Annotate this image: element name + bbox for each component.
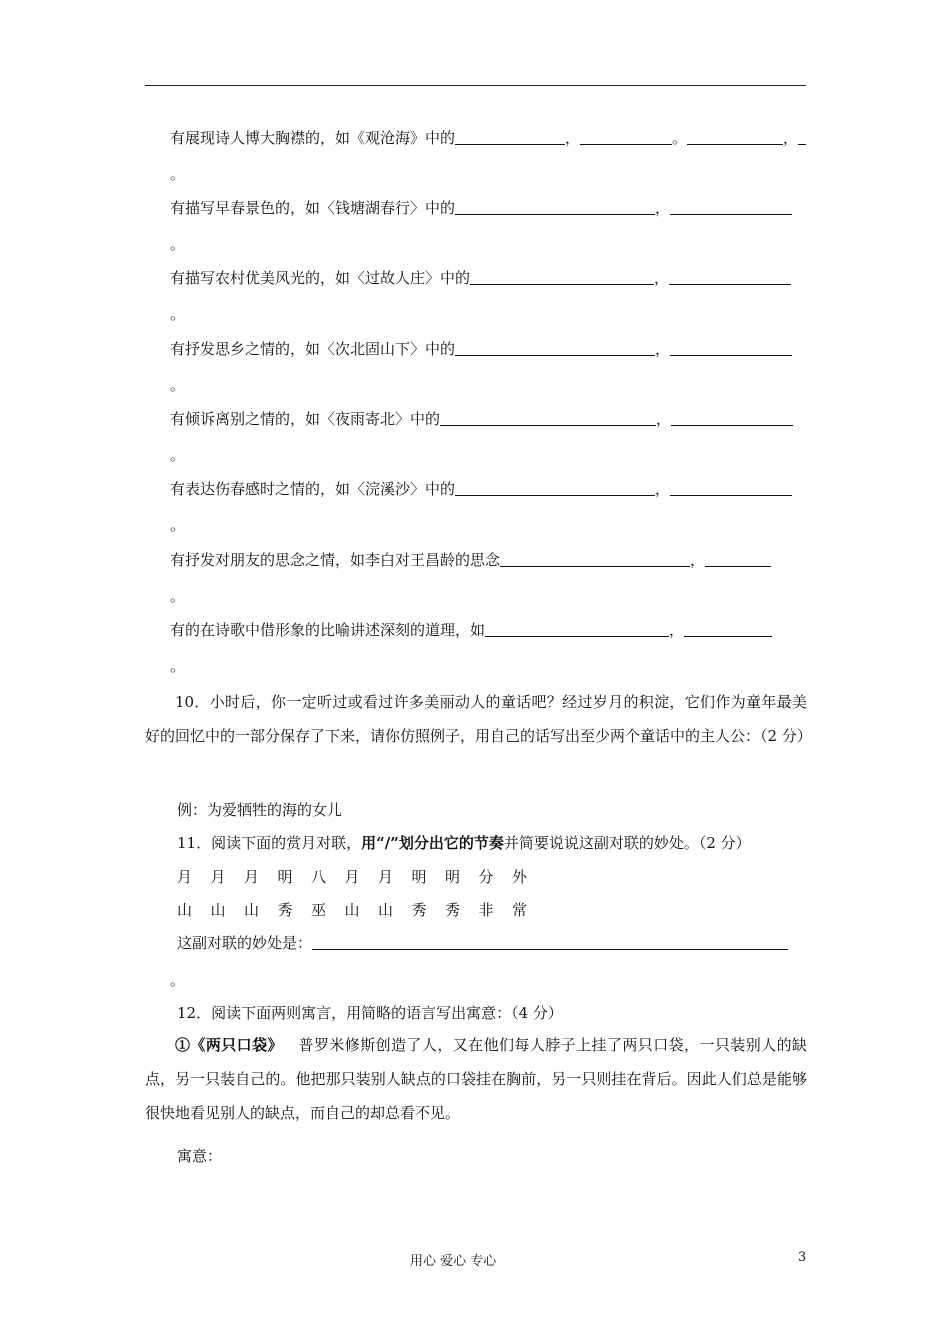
couplet-char: 山 <box>210 901 226 919</box>
answer-blank[interactable] <box>455 494 655 496</box>
couplet-char: 巫 <box>311 901 327 919</box>
couplet-char: 秀 <box>445 901 461 919</box>
footer-slogan: 用心 爱心 专心 <box>410 1254 497 1269</box>
answer-blank[interactable] <box>312 948 788 950</box>
question-11-emphasis: 用“/”划分出它的节奏 <box>361 834 504 852</box>
poem-tail: 。 <box>170 516 186 534</box>
answer-blank[interactable] <box>485 635 669 637</box>
couplet-char: 山 <box>244 901 260 919</box>
poem-tail: 。 <box>170 165 186 183</box>
poem-line-3: 有描写农村优美风光的，如〈过故人庄〉中的 ， <box>170 268 791 288</box>
fable-paragraph <box>145 1028 807 1130</box>
answer-blank[interactable] <box>670 354 792 356</box>
couplet-char: 山 <box>378 901 394 919</box>
answer-blank[interactable] <box>470 283 654 285</box>
header-rule <box>145 85 806 86</box>
couplet-char: 明 <box>277 868 293 886</box>
answer-label: 这副对联的妙处是： <box>177 934 313 952</box>
page-number: 3 <box>798 1250 807 1265</box>
couplet-char: 月 <box>344 868 360 886</box>
poem-tail: 。 <box>170 446 186 464</box>
answer-blank[interactable] <box>455 143 565 145</box>
answer-blank[interactable] <box>670 494 792 496</box>
answer-blank[interactable] <box>798 143 806 145</box>
answer-blank[interactable] <box>684 635 772 637</box>
question-10: 10．小时后，你一定听过或看过许多美丽动人的童话吧？经过岁月的积淀，它们作为童年最美好的回忆中的一部分保存了下来，请你仿照例子，用自己的话写出至少两个童话中的主人公：（2 分） <box>145 693 812 745</box>
poem-line-5: 有倾诉离别之情的，如〈夜雨寄北〉中的 ， <box>170 409 793 429</box>
couplet-char: 分 <box>478 868 494 886</box>
answer-blank[interactable] <box>670 213 792 215</box>
poem-tail: 。 <box>170 657 186 675</box>
poem-line-4: 有抒发思乡之情的，如〈次北固山下〉中的 ， <box>170 339 792 359</box>
poem-prompt: 有展现诗人博大胸襟的，如《观沧海》中的 <box>170 129 456 147</box>
poem-line-2: 有描写早春景色的，如〈钱塘湖春行〉中的 ， <box>170 198 792 218</box>
answer-tail: 。 <box>170 971 186 989</box>
couplet-char: 月 <box>378 868 394 886</box>
couplet-char: 非 <box>478 901 494 919</box>
couplet-char: 山 <box>177 901 193 919</box>
answer-blank[interactable] <box>580 143 672 145</box>
poem-line-1: 有展现诗人博大胸襟的，如《观沧海》中的 ， 。 ， <box>170 128 806 148</box>
couplet-char: 月 <box>210 868 226 886</box>
answer-blank[interactable] <box>500 565 690 567</box>
couplet-char: 八 <box>311 868 327 886</box>
couplet-char: 月 <box>177 868 193 886</box>
poem-tail: 。 <box>170 587 186 605</box>
poem-line-6: 有表达伤春感时之情的，如〈浣溪沙〉中的 ， <box>170 479 792 499</box>
poem-tail: 。 <box>170 376 186 394</box>
fable-body: 普罗米修斯创造了人，又在他们每人脖子上挂了两只口袋，一只装别人的缺点，另一只装自己的。他把那只装别人缺点的口袋挂在胸前，另一只则挂在背后。因此人们总是能够很快地看见别人的缺点，而自己的却总看不见。 <box>145 1036 807 1122</box>
couplet-char: 山 <box>344 901 360 919</box>
answer-blank[interactable] <box>455 354 655 356</box>
question-11: 11．阅读下面的赏月对联，用“/”划分出它的节奏并简要说说这副对联的妙处。（2 分） <box>177 834 751 852</box>
answer-blank[interactable] <box>705 565 771 567</box>
couplet-char: 外 <box>512 868 528 886</box>
poem-tail: 。 <box>170 235 186 253</box>
question-11-answer <box>177 933 788 953</box>
answer-blank[interactable] <box>669 283 791 285</box>
couplet-upper <box>177 867 546 887</box>
question-12: 12．阅读下面两则寓言，用简略的语言写出寓意：（4 分） <box>177 1004 563 1022</box>
couplet-char: 明 <box>411 868 427 886</box>
answer-blank[interactable] <box>671 424 793 426</box>
couplet-lower <box>177 900 546 920</box>
question-10-example: 例：为爱牺牲的海的女儿 <box>177 801 343 819</box>
fable-title: ①《两只口袋》 <box>175 1036 283 1054</box>
answer-blank[interactable] <box>440 424 656 426</box>
couplet-char: 秀 <box>411 901 427 919</box>
poem-line-8: 有的在诗歌中借形象的比喻讲述深刻的道理，如 ， <box>170 620 772 640</box>
couplet-char: 常 <box>512 901 528 919</box>
couplet-char: 月 <box>244 868 260 886</box>
couplet-char: 秀 <box>277 901 293 919</box>
poem-tail: 。 <box>170 305 186 323</box>
meaning-label: 寓意： <box>177 1147 223 1165</box>
couplet-char: 明 <box>445 868 461 886</box>
answer-blank[interactable] <box>455 213 655 215</box>
poem-line-7: 有抒发对朋友的思念之情，如李白对王昌龄的思念 ， <box>170 550 771 570</box>
answer-blank[interactable] <box>687 143 783 145</box>
